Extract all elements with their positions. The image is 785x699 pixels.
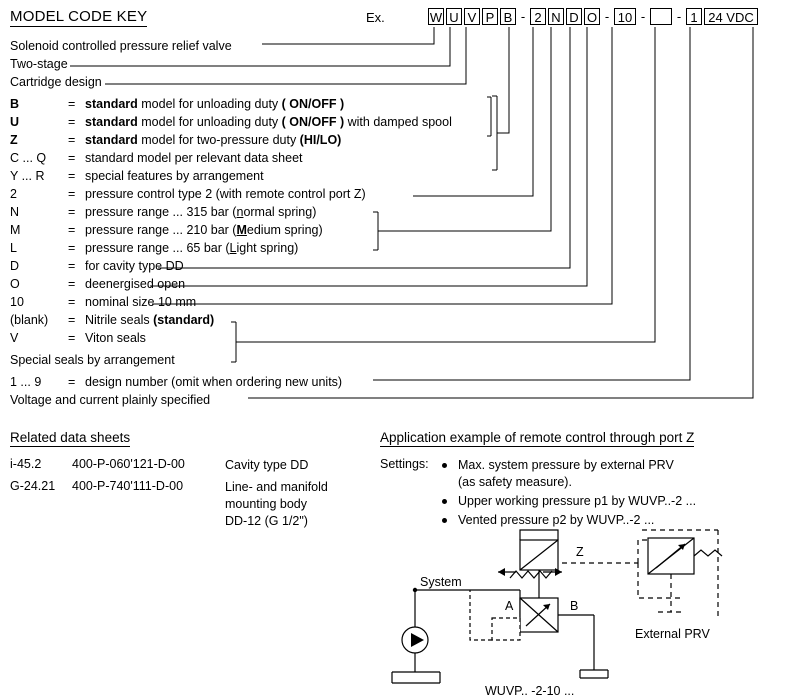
legend-code: Y ... R	[10, 169, 45, 183]
related-sheet-desc-line: Cavity type DD	[225, 458, 309, 472]
application-bullet-text: Upper working pressure p1 by WUVP..-2 ...	[458, 494, 697, 508]
code-separator: -	[640, 9, 646, 24]
legend-code: (blank)	[10, 313, 49, 327]
related-row	[10, 479, 360, 530]
related-row	[10, 457, 360, 475]
legend-equals: =	[68, 115, 76, 129]
related-sheet-desc-line: mounting body	[225, 497, 308, 511]
legend-equals: =	[68, 151, 76, 165]
code-box-1: U	[446, 8, 462, 25]
legend-equals: =	[68, 205, 76, 219]
legend-equals: =	[68, 97, 76, 111]
related-sheet-number: 400-P-060'121-D-00	[72, 457, 185, 471]
related-sheet-desc	[225, 457, 360, 474]
design-number-code: 1 ... 9	[10, 375, 42, 389]
legend-equals: =	[68, 223, 76, 237]
legend-code: V	[10, 331, 19, 345]
design-number-text: design number (omit when ordering new units)	[85, 375, 343, 389]
application-bullet	[442, 493, 696, 510]
legend-equals: =	[68, 259, 76, 273]
bullet-icon	[442, 499, 447, 504]
code-box-9: O	[584, 8, 600, 25]
application-bullet-text: Max. system pressure by external PRV	[458, 458, 674, 472]
legend-code: 10	[10, 295, 24, 309]
legend-plain-row-2: Cartridge design	[10, 75, 102, 89]
code-box-3: P	[482, 8, 498, 25]
code-box-15: 1	[686, 8, 702, 25]
application-bullet	[442, 457, 696, 491]
diagram-label-port-z: Z	[576, 545, 584, 559]
related-sheet-desc-line: DD-12 (G 1/2")	[225, 514, 308, 528]
legend-equals: =	[68, 133, 76, 147]
legend-plain-row-1: Two-stage	[10, 57, 68, 71]
legend-text: pressure control type 2 (with remote control port Z)	[85, 187, 366, 201]
code-separator: -	[604, 9, 610, 24]
legend-code: N	[10, 205, 20, 219]
legend-code: D	[10, 259, 20, 273]
diagram-label-valve-caption: WUVP.. -2-10 ...	[485, 684, 575, 698]
legend-code: B	[10, 97, 20, 111]
legend-text: special features by arrangement	[85, 169, 264, 183]
related-sheet-number: 400-P-740'111-D-00	[72, 479, 184, 493]
legend-code: Z	[10, 133, 18, 147]
bullet-icon	[442, 463, 447, 468]
code-box-0: W	[429, 10, 443, 25]
example-label: Ex.	[366, 10, 385, 25]
voltage-label: Voltage and current plainly specified	[10, 393, 211, 407]
legend-equals: =	[68, 295, 76, 309]
legend-equals: =	[68, 277, 76, 291]
code-box-6: 2	[530, 8, 546, 25]
code-box-7: N	[548, 8, 564, 25]
code-box-11: 10	[614, 8, 636, 25]
legend-code: O	[10, 277, 20, 291]
legend-text: standard model for two-pressure duty (HI/LO)	[85, 133, 342, 147]
legend-text: standard model for unloading duty ( ON/OFF )	[85, 97, 345, 111]
page-title: MODEL CODE KEY	[10, 8, 148, 25]
code-separator: -	[676, 9, 682, 24]
legend-text: for cavity type DD	[85, 259, 184, 273]
legend-equals: =	[68, 241, 76, 255]
application-bullet-text: Vented pressure p2 by WUVP..-2 ...	[458, 513, 655, 527]
related-data-sheets-title: Related data sheets	[10, 430, 131, 445]
legend-equals: =	[68, 331, 76, 345]
diagram-label-port-b: B	[570, 599, 579, 613]
code-box-2: V	[464, 8, 480, 25]
legend-code: U	[10, 115, 20, 129]
legend-text: pressure range ... 210 bar (Medium spring)	[85, 223, 323, 237]
related-sheet-id: i-45.2	[10, 457, 42, 471]
settings-label: Settings:	[380, 457, 429, 471]
legend-text: deenergised open	[85, 277, 186, 291]
legend-text: pressure range ... 315 bar (normal spring)	[85, 205, 317, 219]
related-data-sheets-section	[10, 430, 360, 534]
legend-text: Viton seals	[85, 331, 146, 345]
diagram-label-port-a: A	[505, 599, 514, 613]
legend-text: Nitrile seals (standard)	[85, 313, 215, 327]
code-box-4: B	[500, 8, 516, 25]
legend-text: standard model for unloading duty ( ON/OFF ) with damped spool	[85, 115, 452, 129]
code-separator: -	[520, 9, 526, 24]
related-sheet-desc	[225, 479, 360, 530]
legend-plain-row-0: Solenoid controlled pressure relief valve	[10, 39, 232, 53]
code-box-16: 24 VDC	[704, 8, 758, 25]
legend-text: pressure range ... 65 bar (Light spring)	[85, 241, 299, 255]
legend-code: M	[10, 223, 21, 237]
legend-code: L	[10, 241, 17, 255]
legend-code: C ... Q	[10, 151, 47, 165]
hydraulic-circuit-diagram	[380, 520, 785, 699]
diagram-label-system: System	[420, 575, 462, 589]
related-sheet-id: G-24.21	[10, 479, 56, 493]
legend-text: nominal size 10 mm	[85, 295, 197, 309]
legend-code: 2	[10, 187, 17, 201]
legend-equals: =	[68, 187, 76, 201]
legend-equals: =	[68, 313, 76, 327]
design-number-eq: =	[68, 375, 76, 389]
related-sheet-desc-line: Line- and manifold	[225, 480, 328, 494]
application-bullet-subtext: (as safety measure).	[458, 475, 572, 489]
code-box-8: D	[566, 8, 582, 25]
legend-equals: =	[68, 169, 76, 183]
application-example-title: Application example of remote control through port Z	[380, 430, 695, 445]
legend-text: standard model per relevant data sheet	[85, 151, 303, 165]
special-seals-label: Special seals by arrangement	[10, 353, 175, 367]
related-data-sheets-rows	[10, 457, 360, 530]
diagram-label-external-prv: External PRV	[635, 627, 710, 641]
